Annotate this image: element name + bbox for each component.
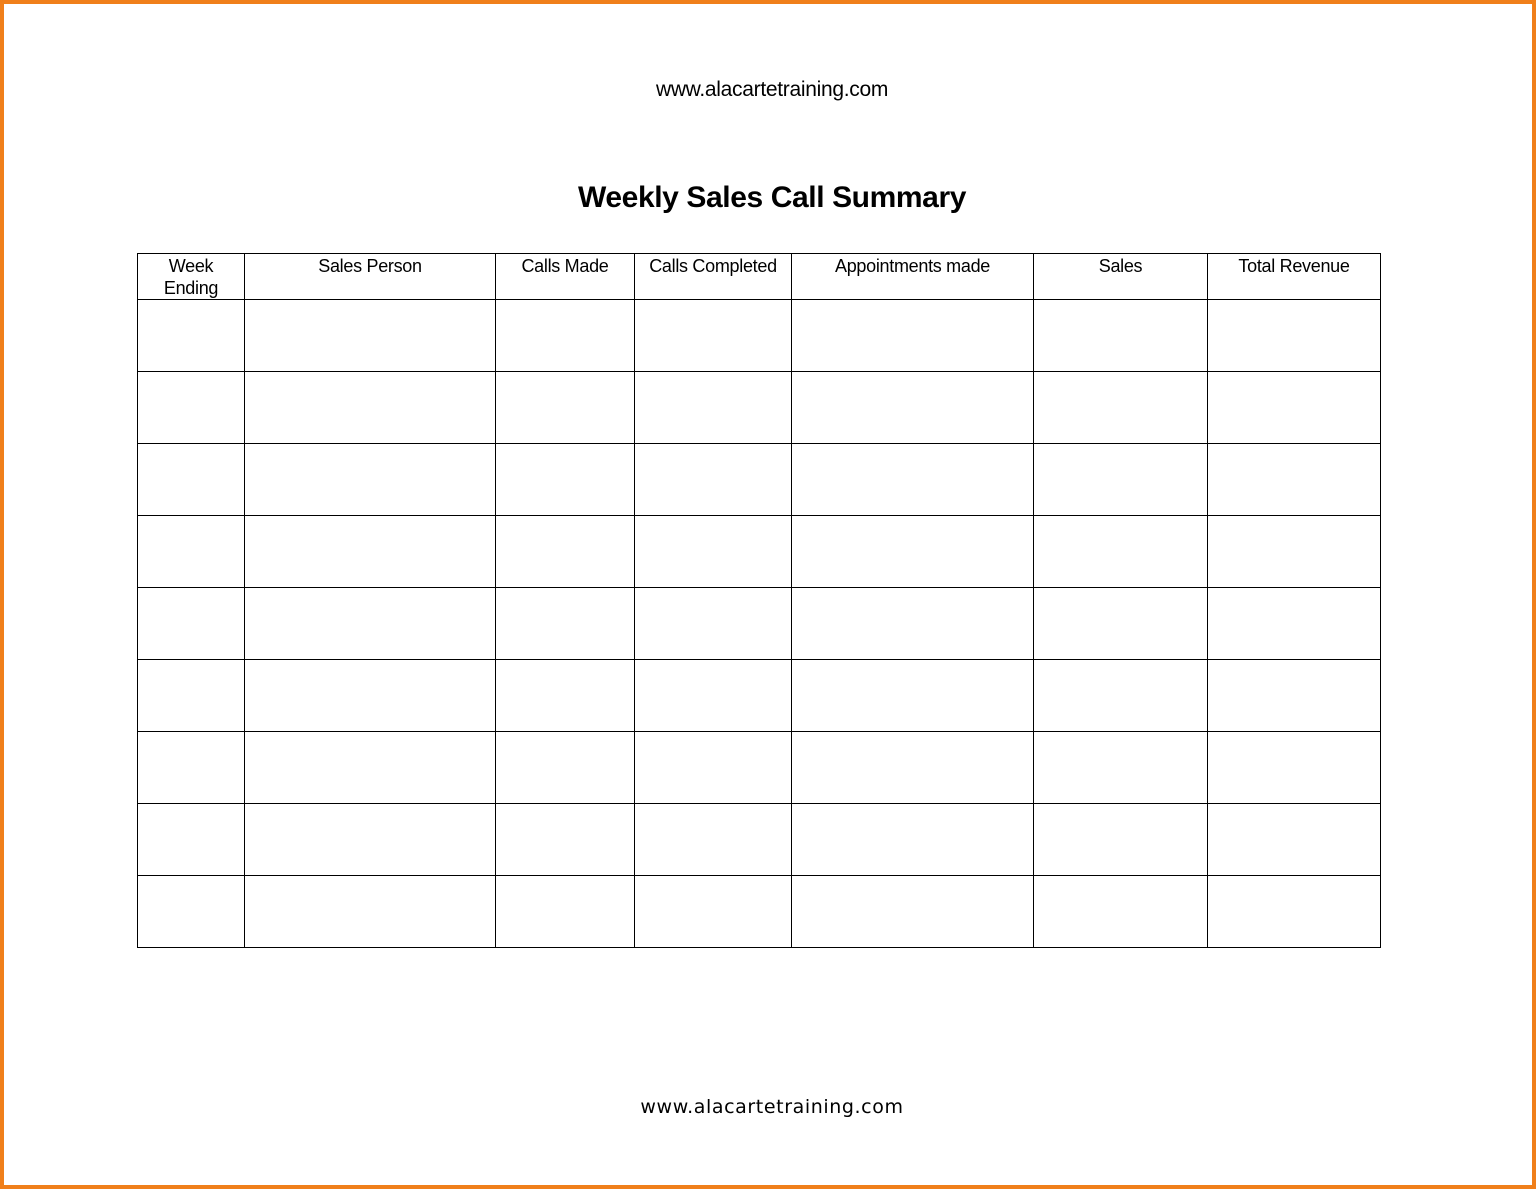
table-cell [138,516,245,588]
table-cell [1034,588,1208,660]
table-row [138,732,1381,804]
table-row [138,372,1381,444]
table-cell [496,876,635,948]
table-cell [496,516,635,588]
column-header-label: Calls Completed [649,256,777,276]
table-cell [245,876,496,948]
table-body [138,300,1381,948]
table-cell [635,300,792,372]
table-cell [245,300,496,372]
table-cell [792,516,1034,588]
table-cell [1208,660,1381,732]
column-header-label: Total Revenue [1238,256,1350,276]
table-cell [138,588,245,660]
table-cell [792,876,1034,948]
table-cell [496,732,635,804]
table-row [138,804,1381,876]
table-cell [496,660,635,732]
table-cell [496,372,635,444]
table-cell [1034,732,1208,804]
column-header-label: Sales [1098,256,1143,276]
column-header-calls-made [496,254,635,300]
table-header-row [138,254,1381,300]
table-cell [245,732,496,804]
table-cell [245,444,496,516]
table-cell [138,444,245,516]
table-cell [1208,588,1381,660]
table-cell [635,372,792,444]
table-cell [138,660,245,732]
table-cell [1034,804,1208,876]
table-cell [1208,732,1381,804]
table-cell [635,876,792,948]
table-cell [245,804,496,876]
table-cell [1208,300,1381,372]
table-cell [138,732,245,804]
header-url: www.alacartetraining.com [655,78,889,101]
table-row [138,588,1381,660]
column-header-calls-completed [635,254,792,300]
column-header-total-revenue [1208,254,1381,300]
table-cell [792,588,1034,660]
table-cell [1034,444,1208,516]
sales-call-summary-table [137,253,1381,948]
table-cell [496,588,635,660]
table-cell [1034,660,1208,732]
column-header-sales-person [245,254,496,300]
table-cell [1034,516,1208,588]
table-cell [792,732,1034,804]
table-cell [792,804,1034,876]
table-cell [792,444,1034,516]
column-header-label: Week Ending [163,256,219,298]
table-cell [792,372,1034,444]
table-cell [1034,300,1208,372]
table-row [138,444,1381,516]
table-cell [245,372,496,444]
table-cell [792,300,1034,372]
table-cell [1034,372,1208,444]
table-cell [245,660,496,732]
table-cell [635,660,792,732]
column-header-label: Appointments made [835,256,990,276]
column-header-week-ending [138,254,245,300]
table-row [138,300,1381,372]
table-cell [1208,804,1381,876]
table-cell [1208,444,1381,516]
table-cell [635,588,792,660]
table-cell [496,300,635,372]
table-cell [635,804,792,876]
table-cell [635,444,792,516]
table-cell [635,732,792,804]
table-cell [138,804,245,876]
page-title: Weekly Sales Call Summary [578,181,966,214]
table-cell [635,516,792,588]
column-header-sales [1034,254,1208,300]
table-cell [245,588,496,660]
table-cell [138,372,245,444]
table-cell [1208,876,1381,948]
table-cell [138,300,245,372]
table-row [138,876,1381,948]
table-row [138,660,1381,732]
table-cell [1208,372,1381,444]
table-cell [1208,516,1381,588]
column-header-appointments-made [792,254,1034,300]
table-cell [245,516,496,588]
table-cell [792,660,1034,732]
table-cell [138,876,245,948]
table-cell [496,804,635,876]
column-header-label: Sales Person [318,256,422,276]
table-cell [496,444,635,516]
table-row [138,516,1381,588]
footer-url: www.alacartetraining.com [640,1096,904,1118]
table-cell [1034,876,1208,948]
column-header-label: Calls Made [521,256,609,276]
